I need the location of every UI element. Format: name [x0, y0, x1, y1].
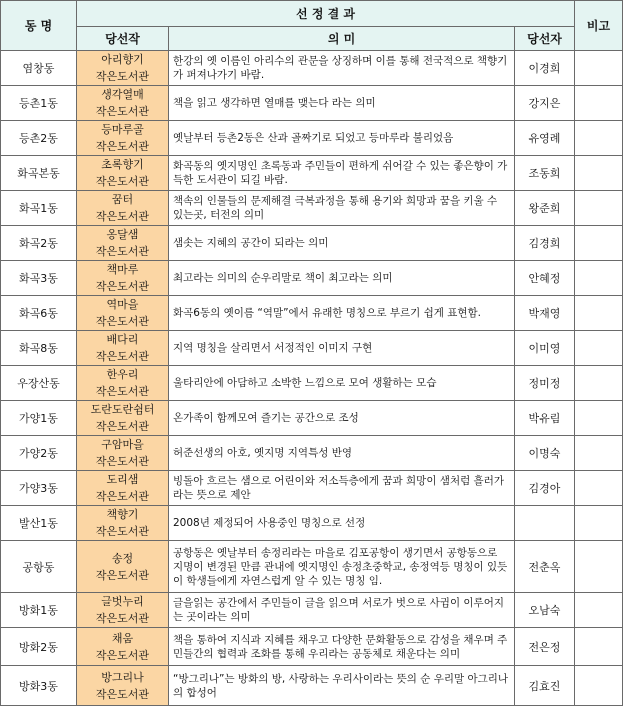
table-row	[1, 261, 623, 296]
meaning-text: 빙돌아 흐르는 샘으로 어린이와 저소득층에게 꿈과 희망이 샘처럼 흘러가라는 뜻으로 제안	[169, 471, 515, 506]
winner-name: 전은정	[515, 628, 575, 666]
library-suffix: 작은도서관	[95, 245, 150, 258]
note-cell	[575, 86, 623, 121]
dong-name: 등촌1동	[1, 86, 77, 121]
library-suffix: 작은도서관	[95, 490, 150, 503]
table-row	[1, 436, 623, 471]
library-title: 글벗누리	[101, 595, 144, 608]
table-row	[1, 541, 623, 593]
meaning-text: 지역 명칭을 살리면서 서정적인 이미지 구현	[169, 331, 515, 366]
header-meaning: 의 미	[169, 27, 515, 51]
note-cell	[575, 191, 623, 226]
dong-name: 염창동	[1, 51, 77, 86]
winner-name: 김경희	[515, 226, 575, 261]
winner-name: 전춘옥	[515, 541, 575, 593]
note-cell	[575, 401, 623, 436]
library-title: 채움	[111, 631, 134, 645]
dong-name: 발산1동	[1, 506, 77, 541]
winner-name: 이명숙	[515, 436, 575, 471]
library-title: 옹달샘	[106, 228, 139, 241]
library-name	[77, 666, 169, 706]
library-name	[77, 121, 169, 156]
meaning-text: “방그리나”는 방화의 방, 사랑하는 우리사이라는 뜻의 순 우리말 아그리나의 합성어	[169, 666, 515, 706]
winner-name: 정미정	[515, 366, 575, 401]
table-row	[1, 156, 623, 191]
table-row	[1, 666, 623, 706]
dong-name: 공항동	[1, 541, 77, 593]
table-row	[1, 226, 623, 261]
library-name	[77, 366, 169, 401]
library-suffix: 작은도서관	[95, 70, 150, 83]
table-row	[1, 401, 623, 436]
library-title: 아리향기	[101, 53, 144, 66]
library-title: 도리샘	[106, 473, 139, 486]
library-title: 책마루	[106, 263, 139, 276]
note-cell	[575, 506, 623, 541]
dong-name: 화곡6동	[1, 296, 77, 331]
note-cell	[575, 666, 623, 706]
library-name	[77, 191, 169, 226]
meaning-text: 최고라는 의미의 순우리말로 책이 최고라는 의미	[169, 261, 515, 296]
library-suffix: 작은도서관	[95, 385, 150, 398]
meaning-text: 책을 통하여 지식과 지혜를 채우고 다양한 문화활동으로 감성을 채우며 주민들간의 협력과 조화를 통해 우리라는 공동체로 채운다는 의미	[169, 628, 515, 666]
library-suffix: 작은도서관	[95, 648, 150, 662]
library-suffix: 작은도서관	[95, 525, 150, 538]
table-body	[1, 51, 623, 706]
dong-name: 화곡1동	[1, 191, 77, 226]
note-cell	[575, 628, 623, 666]
library-title: 송정	[111, 551, 134, 565]
library-title: 도란도란쉼터	[90, 403, 155, 416]
winner-name: 이경희	[515, 51, 575, 86]
note-cell	[575, 541, 623, 593]
library-title: 꿈터	[111, 193, 134, 206]
table-row	[1, 628, 623, 666]
library-name	[77, 541, 169, 593]
dong-name: 가양2동	[1, 436, 77, 471]
meaning-text: 화곡동의 옛지명인 초록동과 주민들이 편하게 쉬어갈 수 있는 좋은향이 가득한 도서관이 되길 바람.	[169, 156, 515, 191]
meaning-text: 책속의 인물들의 문제해결 극복과정을 통해 용기와 희망과 꿈을 키울 수 있는곳, 터전의 의미	[169, 191, 515, 226]
winner-name: 왕준희	[515, 191, 575, 226]
library-name	[77, 401, 169, 436]
note-cell	[575, 366, 623, 401]
library-name	[77, 506, 169, 541]
header-library: 당선작	[77, 27, 169, 51]
header-result: 선 정 결 과	[77, 1, 575, 27]
winner-name	[515, 506, 575, 541]
library-suffix: 작은도서관	[95, 420, 150, 433]
library-name	[77, 86, 169, 121]
library-name	[77, 156, 169, 191]
winner-name: 조동희	[515, 156, 575, 191]
dong-name: 가양3동	[1, 471, 77, 506]
meaning-text: 샘솟는 지혜의 공간이 되라는 의미	[169, 226, 515, 261]
dong-name: 화곡8동	[1, 331, 77, 366]
dong-name: 가양1동	[1, 401, 77, 436]
library-suffix: 작은도서관	[95, 350, 150, 363]
note-cell	[575, 156, 623, 191]
header-winner: 당선자	[515, 27, 575, 51]
header-note: 비고	[575, 1, 623, 51]
header-dong: 동 명	[1, 1, 77, 51]
note-cell	[575, 471, 623, 506]
dong-name: 방화3동	[1, 666, 77, 706]
library-name	[77, 51, 169, 86]
meaning-text: 옛날부터 등촌2동은 산과 골짜기로 되었고 등마루라 불리었음	[169, 121, 515, 156]
library-title: 구암마을	[101, 438, 144, 451]
table-row	[1, 331, 623, 366]
dong-name: 화곡본동	[1, 156, 77, 191]
note-cell	[575, 226, 623, 261]
library-suffix: 작은도서관	[95, 315, 150, 328]
winner-name: 박재영	[515, 296, 575, 331]
winner-name: 오남숙	[515, 593, 575, 628]
library-title: 생각열매	[101, 88, 144, 101]
library-name	[77, 296, 169, 331]
dong-name: 등촌2동	[1, 121, 77, 156]
library-name	[77, 628, 169, 666]
library-title: 방그리나	[101, 670, 144, 684]
dong-name: 방화1동	[1, 593, 77, 628]
winner-name: 김효진	[515, 666, 575, 706]
table-row	[1, 506, 623, 541]
meaning-text: 글을읽는 공간에서 주민들이 글을 읽으며 서로가 벗으로 사귐이 이루어지는 곳이라는 의미	[169, 593, 515, 628]
library-suffix: 작은도서관	[95, 175, 150, 188]
library-suffix: 작은도서관	[95, 612, 150, 625]
table-row	[1, 593, 623, 628]
winner-name: 강지은	[515, 86, 575, 121]
dong-name: 화곡3동	[1, 261, 77, 296]
dong-name: 방화2동	[1, 628, 77, 666]
library-suffix: 작은도서관	[95, 280, 150, 293]
library-suffix: 작은도서관	[95, 210, 150, 223]
meaning-text: 책을 읽고 생각하면 열매를 맺는다 라는 의미	[169, 86, 515, 121]
winner-name: 이미영	[515, 331, 575, 366]
library-name	[77, 261, 169, 296]
library-suffix: 작은도서관	[95, 105, 150, 118]
table-row	[1, 121, 623, 156]
library-title: 배다리	[106, 333, 139, 346]
note-cell	[575, 593, 623, 628]
winner-name: 안혜정	[515, 261, 575, 296]
note-cell	[575, 51, 623, 86]
table-row	[1, 191, 623, 226]
library-suffix: 작은도서관	[95, 568, 150, 582]
note-cell	[575, 296, 623, 331]
table-row	[1, 296, 623, 331]
library-name	[77, 331, 169, 366]
note-cell	[575, 436, 623, 471]
library-title: 한우리	[106, 368, 139, 381]
meaning-text: 2008년 제정되어 사용중인 명칭으로 선정	[169, 506, 515, 541]
meaning-text: 공항동은 옛날부터 송정리라는 마을로 김포공항이 생기면서 공항동으로 지명이 변경된 만큼 관내에 옛지명인 송정초중학교, 송정역등 명칭이 있듯이 학생들에게 자연스럽게 알 수 있는 명칭 임.	[169, 541, 515, 593]
library-title: 책향기	[106, 508, 139, 521]
winner-name: 김경아	[515, 471, 575, 506]
table-row	[1, 471, 623, 506]
library-name	[77, 593, 169, 628]
meaning-text: 허준선생의 아호, 옛지명 지역특성 반영	[169, 436, 515, 471]
meaning-text: 온가족이 함께모여 즐기는 공간으로 조성	[169, 401, 515, 436]
table-row	[1, 86, 623, 121]
note-cell	[575, 261, 623, 296]
library-title: 등마루골	[101, 123, 144, 136]
library-name	[77, 436, 169, 471]
library-title: 초록향기	[101, 158, 144, 171]
meaning-text: 화곡6동의 옛이름 “역말”에서 유래한 명칭으로 부르기 쉽게 표현함.	[169, 296, 515, 331]
meaning-text: 울타리안에 아담하고 소박한 느낌으로 모여 생활하는 모습	[169, 366, 515, 401]
note-cell	[575, 331, 623, 366]
winner-name: 박유림	[515, 401, 575, 436]
library-name	[77, 471, 169, 506]
dong-name: 우장산동	[1, 366, 77, 401]
library-suffix: 작은도서관	[95, 687, 150, 701]
library-suffix: 작은도서관	[95, 140, 150, 153]
dong-name: 화곡2동	[1, 226, 77, 261]
library-name	[77, 226, 169, 261]
table-row	[1, 51, 623, 86]
note-cell	[575, 121, 623, 156]
library-title: 역마을	[106, 298, 139, 311]
winner-name: 유영례	[515, 121, 575, 156]
meaning-text: 한강의 옛 이름인 아리수의 관문을 상징하며 이를 통해 전국적으로 책향기가 퍼져나가기 바람.	[169, 51, 515, 86]
library-suffix: 작은도서관	[95, 455, 150, 468]
table-row	[1, 366, 623, 401]
